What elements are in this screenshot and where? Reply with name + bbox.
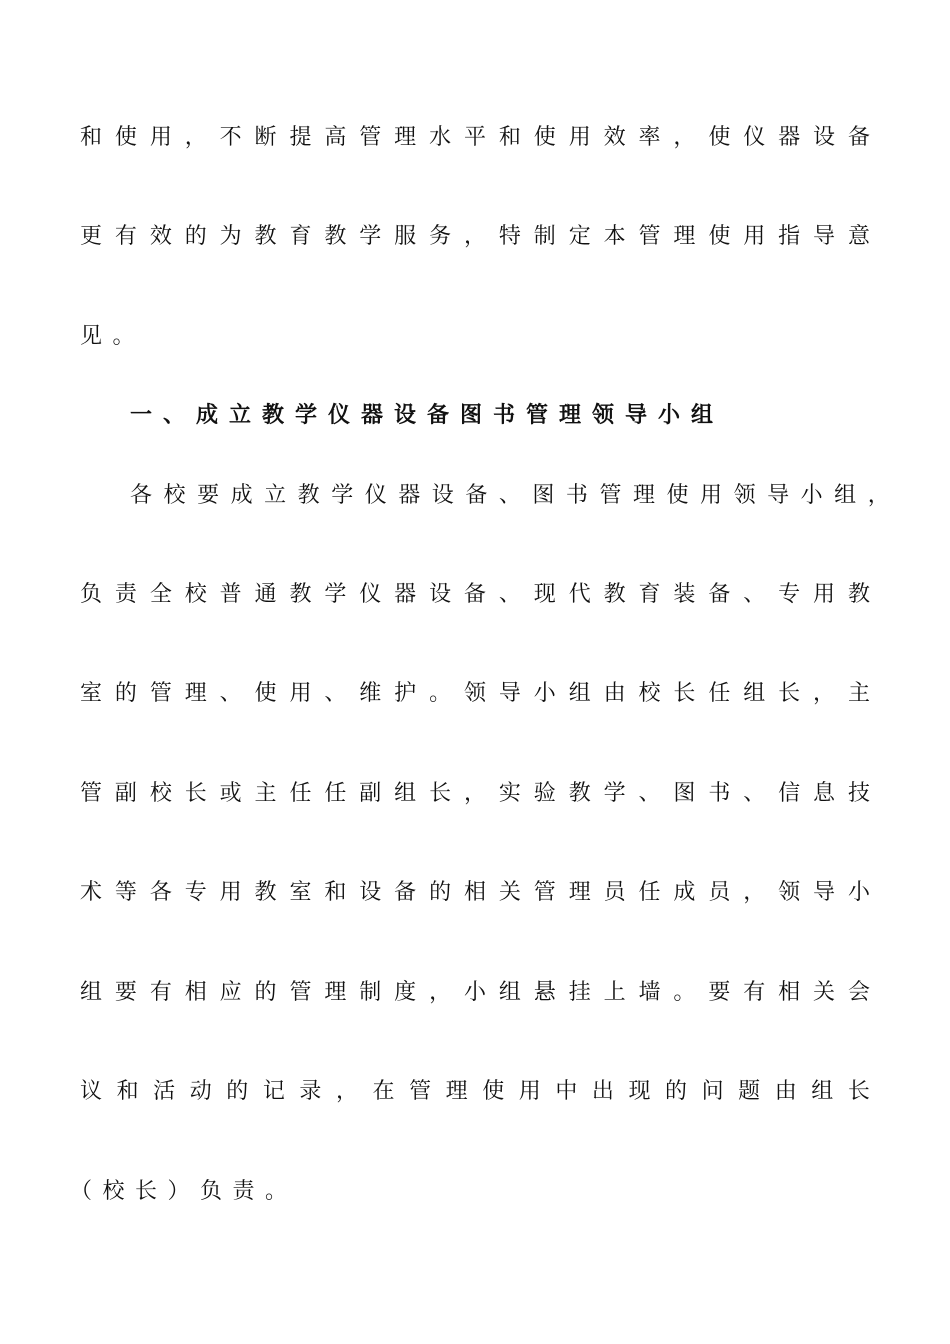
paragraph-line-12: （校长）负责。 [70, 1179, 298, 1204]
section-heading: 一、成立教学仪器设备图书管理领导小组 [130, 403, 725, 428]
paragraph-line-3: 见。 [80, 324, 146, 349]
paragraph-line-10: 组 要 有 相 应 的 管 理 制 度 ， 小 组 悬 挂 上 墙 。 要 有 相 关 会 [80, 980, 870, 1005]
paragraph-line-2: 更 有 效 的 为 教 育 教 学 服 务 ， 特 制 定 本 管 理 使 用 指 导 意 [80, 224, 870, 249]
paragraph-line-6: 负 责 全 校 普 通 教 学 仪 器 设 备 、 现 代 教 育 装 备 、 专 用 教 [80, 582, 870, 607]
paragraph-line-7: 室 的 管 理 、 使 用 、 维 护 。 领 导 小 组 由 校 长 任 组 长 ， 主 [80, 681, 870, 706]
paragraph-line-8: 管 副 校 长 或 主 任 任 副 组 长 ， 实 验 教 学 、 图 书 、 信 息 技 [80, 781, 870, 806]
paragraph-line-11: 议 和 活 动 的 记 录 ， 在 管 理 使 用 中 出 现 的 问 题 由 组 长 [80, 1079, 870, 1104]
paragraph-line-9: 术 等 各 专 用 教 室 和 设 备 的 相 关 管 理 员 任 成 员 ， 领 导 小 [80, 880, 870, 905]
paragraph-line-1: 和 使 用 ， 不 断 提 高 管 理 水 平 和 使 用 效 率 ， 使 仪 器 设 备 [80, 125, 870, 150]
paragraph-line-5: 各 校 要 成 立 教 学 仪 器 设 备 、 图 书 管 理 使 用 领 导 小 组 ， [130, 483, 890, 508]
